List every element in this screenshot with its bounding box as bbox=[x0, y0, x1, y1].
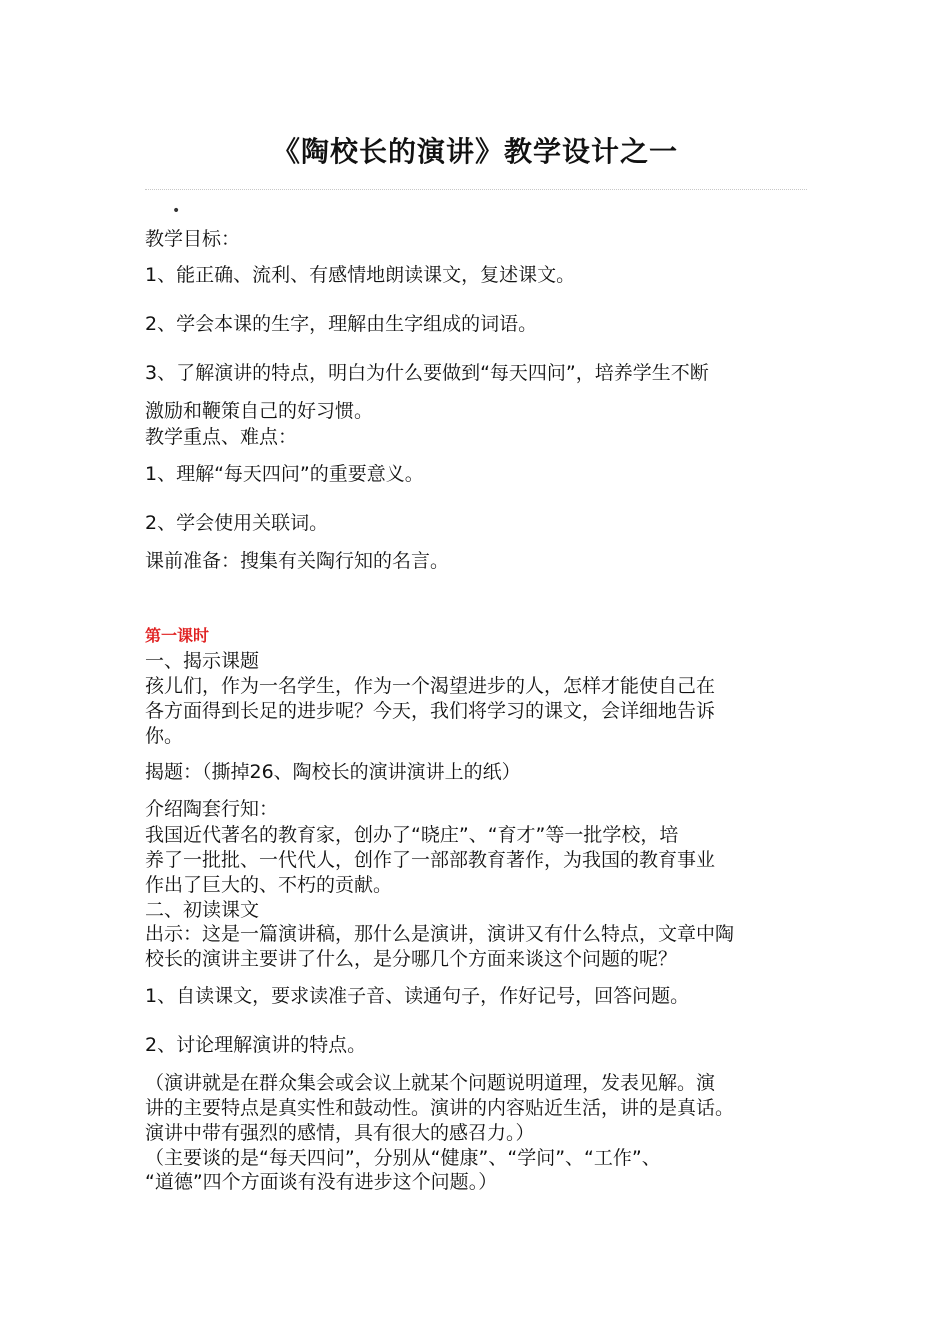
note-line: （主要谈的是“每天四问”，分别从“健康”、“学问”、“工作”、 bbox=[145, 1147, 661, 1169]
step2-heading: 二、初读课文 bbox=[145, 899, 260, 921]
intro-heading: 介绍陶套行知： bbox=[145, 798, 279, 820]
step2-paragraph-line: 出示：这是一篇演讲稿，那什么是演讲，演讲又有什么特点，文章中陶 bbox=[145, 923, 735, 945]
title-divider bbox=[145, 189, 807, 190]
note-line: 演讲中带有强烈的感情，具有很大的感召力。） bbox=[145, 1122, 535, 1144]
note-line: 讲的主要特点是真实性和鼓动性。演讲的内容贴近生活，讲的是真话。 bbox=[145, 1097, 735, 1119]
step1-paragraph-line: 孩儿们，作为一名学生，作为一个渴望进步的人，怎样才能使自己在 bbox=[145, 675, 716, 697]
note-line: “道德”四个方面谈有没有进步这个问题。） bbox=[145, 1171, 498, 1193]
step1-paragraph-line: 你。 bbox=[145, 725, 184, 747]
step2-item: 2、讨论理解演讲的特点。 bbox=[145, 1034, 367, 1056]
goals-heading: 教学目标： bbox=[145, 228, 241, 250]
goal-item: 2、学会本课的生字，理解由生字组成的词语。 bbox=[145, 313, 538, 335]
intro-paragraph-line: 我国近代著名的教育家，创办了“晓庄”、“育才”等一批学校，培 bbox=[145, 824, 679, 846]
key-points-heading: 教学重点、难点： bbox=[145, 426, 298, 448]
lesson-heading: 第一课时 bbox=[145, 626, 210, 645]
step1-paragraph-line: 各方面得到长足的进步呢？今天，我们将学习的课文，会详细地告诉 bbox=[145, 700, 716, 722]
key-point-item: 1、理解“每天四问”的重要意义。 bbox=[145, 463, 424, 485]
preparation-text: 课前准备：搜集有关陶行知的名言。 bbox=[145, 550, 450, 572]
step2-paragraph-line: 校长的演讲主要讲了什么，是分哪几个方面来谈这个问题的呢？ bbox=[145, 948, 678, 970]
goal-item: 3、了解演讲的特点，明白为什么要做到“每天四问”，培养学生不断 bbox=[145, 362, 709, 384]
reveal-title-text: 揭题：（撕掉26、陶校长的演讲演讲上的纸） bbox=[145, 761, 521, 783]
intro-paragraph-line: 养了一批批、一代代人，创作了一部部教育著作，为我国的教育事业 bbox=[145, 849, 716, 871]
intro-paragraph-line: 作出了巨大的、不朽的贡献。 bbox=[145, 874, 393, 896]
goal-item: 1、能正确、流利、有感情地朗读课文，复述课文。 bbox=[145, 264, 576, 286]
document-title: 《陶校长的演讲》教学设计之一 bbox=[271, 135, 678, 168]
goal-item-continued: 激励和鞭策自己的好习惯。 bbox=[145, 400, 374, 422]
step2-item: 1、自读课文，要求读准子音、读通句子，作好记号，回答问题。 bbox=[145, 985, 690, 1007]
bullet-marker: • bbox=[172, 203, 181, 219]
step1-heading: 一、揭示课题 bbox=[145, 650, 260, 672]
key-point-item: 2、学会使用关联词。 bbox=[145, 512, 329, 534]
note-line: （演讲就是在群众集会或会议上就某个问题说明道理，发表见解。演 bbox=[145, 1072, 716, 1094]
